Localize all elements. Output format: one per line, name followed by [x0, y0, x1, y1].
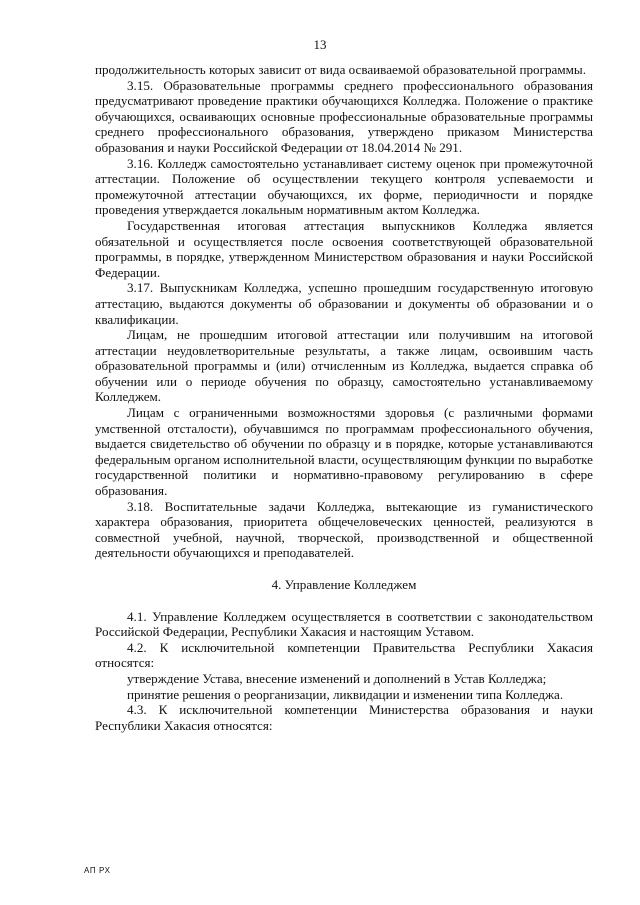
- paragraph: Лицам, не прошедшим итоговой аттестации или получившим на итоговой аттестации неудовлетворительные результаты, а также лицам, освоившим часть образовательной программы и (или) отчисленным из Колледжа, выдается справка об обучении или о периоде обучения по образцу, самостоятельно устанавливаемому Колледжем.: [95, 327, 593, 405]
- paragraph-4-2: 4.2. К исключительной компетенции Правительства Республики Хакасия относятся:: [95, 639, 593, 671]
- paragraph-3-15: 3.15. Образовательные программы среднего профессионального образования предусматривают проведение практики обучающихся Колледжа. Положение о практике обучающихся, осваивающих основные профессиональные образовательные программы среднего профессионального образования, утверждено приказом Министерства образования и науки Российской Федерации от 18.04.2014 № 291.: [95, 77, 593, 155]
- paragraph-3-16: 3.16. Колледж самостоятельно устанавливает систему оценок при промежуточной аттестации. Положение об осуществлении текущего контроля успеваемости и промежуточной аттестации обучающихся, их форме, периодичности и порядке проведения утверждается локальным нормативным актом Колледжа.: [95, 155, 593, 218]
- page-number: 13: [313, 37, 327, 52]
- paragraph-4-3: 4.3. К исключительной компетенции Министерства образования и науки Республики Хакасия относятся:: [95, 702, 593, 733]
- list-item: принятие решения о реорганизации, ликвидации и изменении типа Колледжа.: [127, 686, 564, 702]
- paragraph-3-18: 3.18. Воспитательные задачи Колледжа, вытекающие из гуманистического характера образования, приоритета общечеловеческих ценностей, реализуются в совместной учебной, научной, творческой, производственной и общественной деятельности обучающихся и преподавателей.: [95, 498, 593, 561]
- paragraph: Лицам с ограниченными возможностями здоровья (с различными формами умственной отсталости), обучавшимся по программам профессионального обучения, выдается свидетельство об обучении по образцу и в порядке, которые устанавливаются федеральным органом исполнительной власти, осуществляющим функции по выработке государственной политики и нормативно-правовому регулированию в сфере образования.: [95, 405, 593, 499]
- paragraph: продолжительность которых зависит от вида осваиваемой образовательной программы.: [95, 62, 586, 77]
- paragraph: Государственная итоговая аттестация выпускников Колледжа является обязательной и осуществляется после освоения соответствующей образовательной программы, в порядке, утвержденном Министерством образования и науки Российской Федерации.: [95, 217, 593, 280]
- list-item: утверждение Устава, внесение изменений и дополнений в Устав Колледжа;: [127, 670, 547, 686]
- footer-mark: АП РХ: [84, 866, 111, 875]
- paragraph-3-17: 3.17. Выпускникам Колледжа, успешно прошедшим государственную итоговую аттестацию, выдаются документы об образовании и документы об образовании и о квалификации.: [95, 280, 593, 327]
- paragraph-4-1: 4.1. Управление Колледжем осуществляется в соответствии с законодательством Российской Федерации, Республики Хакасия и настоящим Уставом.: [95, 608, 593, 640]
- section-heading: 4. Управление Колледжем: [271, 577, 417, 592]
- document-body: [95, 62, 593, 733]
